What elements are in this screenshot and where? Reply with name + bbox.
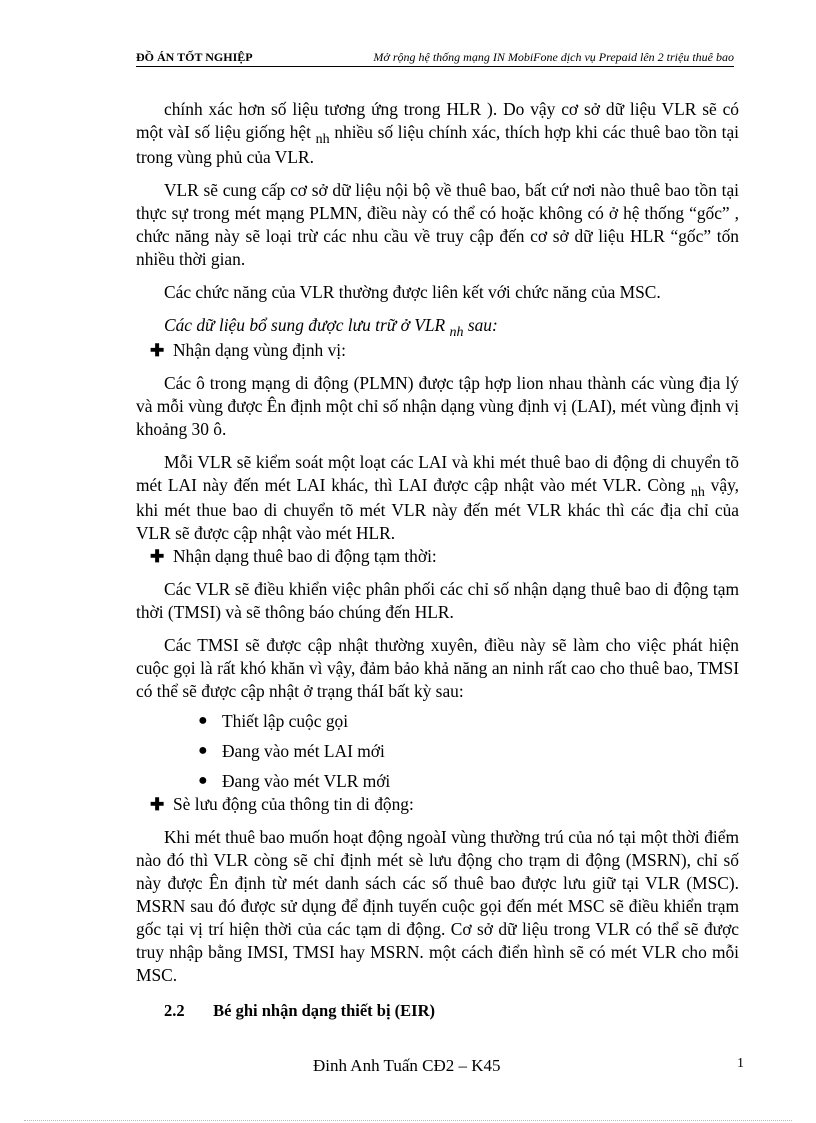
paragraph-2: VLR sẽ cung cấp cơ sở dữ liệu nội bộ về thuê bao, bất cứ nơi nào thuê bao tồn tại thực sự trong mét mạng PLMN, điều này có thể có hoặc không có ở hệ thống “gốc” , chức năng này sẽ loại trừ các nhu cầu về truy cập đến cơ sở dữ liệu HLR “gốc” tốn nhiều thời gian.: [136, 180, 739, 269]
section-title: Bé ghi nhận dạng thiết bị (EIR): [213, 1001, 436, 1020]
bullet-dot-icon: ●: [198, 772, 208, 789]
list-item: ● Đang vào mét VLR mới: [198, 771, 391, 791]
list-item: ● Đang vào mét LAI mới: [198, 741, 385, 761]
paragraph-7: Các VLR sẽ điều khiển việc phân phối các chỉ số nhận dạng thuê bao di động tạm thời (TMSI) và sẽ thông báo chúng đến HLR.: [136, 579, 739, 622]
section-number: 2.2: [164, 1001, 185, 1020]
section-heading: [136, 999, 739, 1022]
page-body: [136, 98, 739, 1022]
footer-author: Đinh Anh Tuấn CĐ2 – K45: [313, 1056, 501, 1075]
bullet-dot-icon: ●: [198, 742, 208, 759]
plus-item-3: ✚ Sè lưu động của thông tin di động:: [150, 794, 414, 814]
paragraph-5: Các ô trong mạng di động (PLMN) được tập hợp lion nhau thành các vùng địa lý và mỗi vùng được Ên định một chỉ số nhận dạng vùng định vị (LAI), mét vùng định vị khoảng 30 ô.: [136, 373, 739, 439]
paragraph-4: Các dữ liệu bổ sung được lưu trữ ở VLR $_{nh}$ sau:: [164, 315, 498, 340]
paragraph-6: Mỗi VLR sẽ kiểm soát một loạt các LAI và khi mét thuê bao di động di chuyển tõ mét LAI này đến mét LAI khác, thì LAI được cập nhật vào mét VLR. Còng $_{nh}$ vậy, khi mét thue bao di chuyển tõ mét VLR này đến mét VLR khác thì các địa chỉ của VLR sẽ được cập nhật vào mét HLR.: [136, 452, 739, 543]
paragraph-8: Các TMSI sẽ được cập nhật thường xuyên, điều này sẽ làm cho việc phát hiện cuộc gọi là rất khó khăn vì vậy, đảm bảo khả năng an ninh rất cao cho thuê bao, TMSI có thể sẽ được cập nhật ở trạng tháI bất kỳ sau:: [136, 635, 739, 701]
plus-item-1: ✚ Nhận dạng vùng định vị:: [150, 340, 346, 360]
plus-bullet-icon: ✚: [150, 341, 165, 360]
header-right-title: Mở rộng hệ thống mạng IN MobiFone dịch vụ Prepaid lên 2 triệu thuê bao: [373, 50, 734, 64]
bullet-list: [136, 710, 739, 793]
list-item: ● Thiết lập cuộc gọi: [198, 711, 349, 731]
plus-bullet-icon: ✚: [150, 795, 165, 814]
paragraph-9: Khi mét thuê bao muốn hoạt động ngoàI vùng thường trú của nó tại một thời điểm nào đó thì VLR còng sẽ chỉ định mét sè lưu động cho trạm di động (MSRN), chỉ số này được Ên định từ mét danh sách các số thuê bao được lưu giữ tại VLR (MSC). MSRN sau đó được sử dụng để định tuyến cuộc gọi đến mét MSC sẽ điều khiển trạm gốc tại vị trí hiện thời của các tạm di động. Cơ sở dữ liệu trong VLR có thể sẽ được truy nhập bằng IMSI, TMSI hay MSRN. một cách điển hình sẽ có mét VLR cho mỗi MSC.: [136, 827, 739, 985]
plus-bullet-icon: ✚: [150, 547, 165, 566]
paragraph-1: chính xác hơn số liệu tương ứng trong HLR ). Do vậy cơ sở dữ liệu VLR sẽ có một vàI số liệu giống hệt $_{nh}$ nhiều số liệu chính xác, thích hợp khi các thuê bao tồn tại trong vùng phủ của VLR.: [136, 99, 739, 167]
page-number: 1: [737, 1056, 744, 1071]
page-header: [136, 50, 734, 67]
plus-item-2: ✚ Nhận dạng thuê bao di động tạm thời:: [150, 546, 437, 566]
header-left-title: ĐỒ ÁN TỐT NGHIỆP: [136, 50, 253, 64]
bullet-dot-icon: ●: [198, 712, 208, 729]
paragraph-3: Các chức năng của VLR thường được liên kết với chức năng của MSC.: [164, 282, 661, 302]
page-bottom-edge: [24, 1120, 792, 1121]
